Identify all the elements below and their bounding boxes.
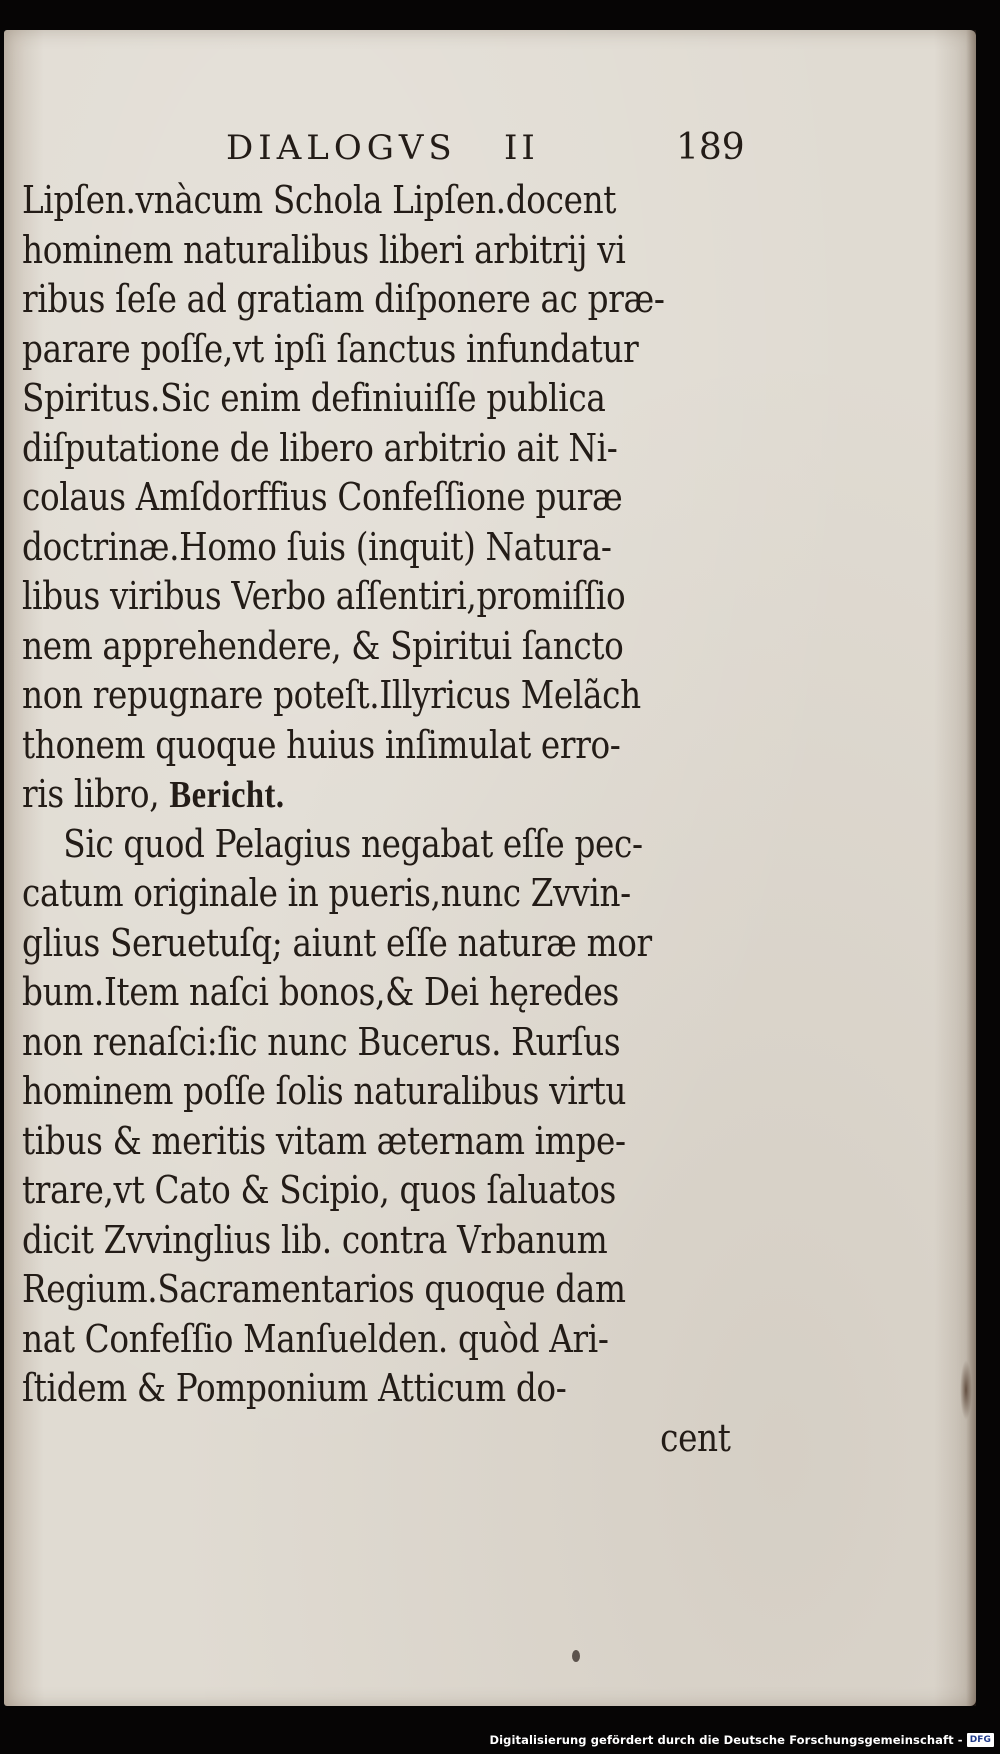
- text-line: tibus & meritis vitam æternam impe-: [22, 1118, 626, 1163]
- text-line: doctrinæ.Homo ſuis (inquit) Natura-: [22, 524, 612, 569]
- text-line: catum originale in pueris,nunc Zvvin-: [22, 871, 631, 915]
- text-line: glius Seruetuſq; aiunt eſſe naturæ mor: [22, 920, 652, 965]
- page-edge-shadow: [966, 30, 976, 1706]
- running-title: DIALOGVS: [226, 128, 457, 168]
- digitization-credit: [489, 1730, 994, 1750]
- text-line: colaus Amſdorffius Confeſſione puræ: [22, 475, 623, 519]
- text-line: Spiritus.Sic enim definiuiſſe publica: [22, 376, 606, 420]
- text-line: dicit Zvvinglius lib. contra Vrbanum: [22, 1217, 608, 1262]
- text-line: non repugnare poteſt.Illyricus Melãch: [22, 673, 641, 717]
- text-line: diſputatione de libero arbitrio ait Ni-: [22, 425, 618, 470]
- text-line-with-blackletter: [22, 770, 634, 820]
- text-line: ribus ſeſe ad gratiam diſponere ac præ-: [22, 277, 665, 321]
- text-line: thonem quoque huius inſimulat erro-: [22, 722, 621, 767]
- blackletter-word: Bericht.: [169, 774, 285, 816]
- credit-text: Digitalisierung gefördert durch die Deutsche Forschungsgemeinschaft -: [489, 1733, 963, 1747]
- text-line: hominem naturalibus liberi arbitrij vi: [22, 227, 626, 272]
- page-number: 189: [676, 127, 745, 168]
- text-line: Lipſen.vnàcum Schola Lipſen.docent: [22, 178, 617, 222]
- body-text: [22, 176, 734, 1463]
- running-header: [4, 126, 976, 170]
- text-fragment: ris libro,: [22, 772, 170, 816]
- catchword: cent: [660, 1415, 731, 1460]
- text-line: hominem poſſe ſolis naturalibus virtu: [22, 1069, 627, 1113]
- dfg-logo: DFG: [967, 1733, 994, 1747]
- text-line: trare,vt Cato & Scipio, quos ſaluatos: [22, 1168, 616, 1212]
- chapter-number: II: [504, 128, 539, 168]
- book-page: [4, 30, 976, 1706]
- text-line: nat Confeſſio Manſuelden. quòd Ari-: [22, 1316, 609, 1361]
- text-line: non renaſci:ſic nunc Bucerus. Rurſus: [22, 1019, 621, 1064]
- text-line: bum.Item naſci bonos,& Dei hęredes: [22, 970, 619, 1014]
- text-line: parare poſſe,vt ipſi ſanctus infundatur: [22, 326, 639, 371]
- page-stain: [960, 1360, 972, 1420]
- text-line: ſtidem & Pomponium Atticum do-: [22, 1366, 567, 1410]
- text-line: libus viribus Verbo aſſentiri,promiſſio: [22, 574, 626, 618]
- text-line: nem apprehendere, & Spiritui ſancto: [22, 623, 624, 668]
- text-line: Regium.Sacramentarios quoque dam: [22, 1267, 626, 1311]
- ink-speck: [572, 1650, 580, 1662]
- paragraph-first-line: Sic quod Pelagius negabat eſſe pec-: [63, 821, 643, 866]
